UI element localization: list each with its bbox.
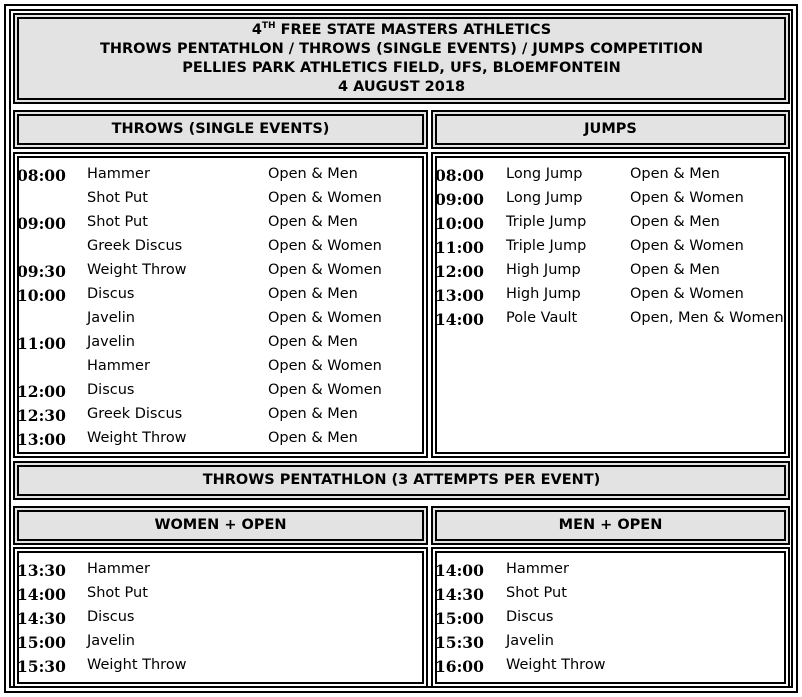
row-event: Discus: [87, 609, 135, 625]
row-category: Open & Men: [268, 334, 358, 350]
throws-title: THROWS (SINGLE EVENTS): [111, 121, 330, 137]
schedule-row: [19, 190, 422, 214]
men-schedule: [431, 547, 790, 688]
row-category: Open & Women: [268, 310, 382, 326]
schedule-row: [19, 166, 422, 190]
schedule-row: [437, 262, 784, 286]
row-event: Javelin: [87, 633, 135, 649]
jumps-title: JUMPS: [584, 121, 637, 137]
schedule-row: [437, 238, 784, 262]
row-event: Hammer: [506, 561, 569, 577]
row-category: Open & Women: [268, 262, 382, 278]
row-category: Open & Men: [268, 406, 358, 422]
row-category: Open & Men: [630, 166, 720, 182]
row-event: Shot Put: [87, 190, 148, 206]
header-ordinal-suffix: TH: [261, 20, 276, 31]
throws-header: [13, 110, 428, 149]
schedule-row: [19, 657, 422, 681]
row-event: Greek Discus: [87, 406, 183, 422]
pentathlon-title: THROWS PENTATHLON (3 ATTEMPTS PER EVENT): [202, 472, 601, 488]
row-time: 14:30: [435, 585, 484, 604]
schedule-row: [437, 609, 784, 633]
row-time: 09:00: [17, 214, 66, 233]
schedule-row: [19, 382, 422, 406]
row-category: Open & Men: [630, 262, 720, 278]
schedule-row: [19, 358, 422, 382]
header-venue: PELLIES PARK ATHLETICS FIELD, UFS, BLOEMFONTEIN: [182, 59, 621, 76]
women-header: [13, 506, 428, 545]
row-time: 12:00: [435, 262, 484, 281]
event-header: [13, 13, 790, 104]
row-time: 13:00: [435, 286, 484, 305]
row-time: 13:30: [17, 561, 66, 580]
schedule-row: [19, 633, 422, 657]
row-time: 09:00: [435, 190, 484, 209]
row-event: Hammer: [87, 166, 150, 182]
row-time: 14:00: [435, 561, 484, 580]
row-event: Long Jump: [506, 190, 583, 206]
row-time: 16:00: [435, 657, 484, 676]
row-category: Open & Women: [268, 190, 382, 206]
header-ordinal: 4: [251, 21, 262, 38]
row-category: Open & Women: [268, 238, 382, 254]
throws-schedule: [13, 152, 428, 458]
women-title: WOMEN + OPEN: [154, 517, 287, 533]
schedule-row: [437, 190, 784, 214]
row-time: 15:00: [435, 609, 484, 628]
schedule-row: [437, 633, 784, 657]
row-event: Weight Throw: [506, 657, 606, 673]
row-time: 12:00: [17, 382, 66, 401]
row-event: Hammer: [87, 358, 150, 374]
row-event: Javelin: [506, 633, 554, 649]
row-time: 14:00: [17, 585, 66, 604]
row-event: Weight Throw: [87, 657, 187, 673]
row-time: 11:00: [17, 334, 66, 353]
row-time: 13:00: [17, 430, 66, 449]
row-event: Shot Put: [87, 214, 148, 230]
schedule-row: [19, 609, 422, 633]
row-category: Open & Men: [630, 214, 720, 230]
row-time: 15:30: [435, 633, 484, 652]
row-event: Long Jump: [506, 166, 583, 182]
row-category: Open & Women: [630, 238, 744, 254]
schedule-row: [19, 310, 422, 334]
row-category: Open & Women: [630, 286, 744, 302]
women-schedule: [13, 547, 428, 688]
schedule-row: [437, 310, 784, 334]
row-category: Open & Men: [268, 286, 358, 302]
row-event: High Jump: [506, 262, 581, 278]
men-title: MEN + OPEN: [558, 517, 663, 533]
header-line1: [252, 21, 551, 40]
row-event: Discus: [506, 609, 554, 625]
row-time: 08:00: [435, 166, 484, 185]
row-category: Open & Women: [268, 358, 382, 374]
row-event: Weight Throw: [87, 262, 187, 278]
row-event: Triple Jump: [506, 214, 587, 230]
men-header: [431, 506, 790, 545]
row-category: Open & Men: [268, 214, 358, 230]
row-time: 10:00: [435, 214, 484, 233]
row-event: Discus: [87, 286, 135, 302]
header-date: 4 AUGUST 2018: [337, 78, 466, 95]
row-category: Open & Men: [268, 430, 358, 446]
schedule-row: [19, 561, 422, 585]
header-line2: THROWS PENTATHLON / THROWS (SINGLE EVENTS) / JUMPS COMPETITION: [99, 40, 704, 57]
row-time: 11:00: [435, 238, 484, 257]
row-time: 08:00: [17, 166, 66, 185]
row-time: 15:00: [17, 633, 66, 652]
row-event: High Jump: [506, 286, 581, 302]
schedule-row: [19, 262, 422, 286]
header-title: FREE STATE MASTERS ATHLETICS: [275, 21, 552, 38]
row-event: Triple Jump: [506, 238, 587, 254]
schedule-row: [437, 657, 784, 681]
row-time: 15:30: [17, 657, 66, 676]
row-time: 12:30: [17, 406, 66, 425]
row-category: Open, Men & Women: [630, 310, 784, 326]
schedule-row: [19, 430, 422, 454]
row-event: Shot Put: [87, 585, 148, 601]
pentathlon-header: [13, 461, 790, 500]
row-time: 14:00: [435, 310, 484, 329]
jumps-schedule: [431, 152, 790, 458]
row-event: Weight Throw: [87, 430, 187, 446]
row-category: Open & Women: [268, 382, 382, 398]
schedule-row: [437, 585, 784, 609]
row-event: Shot Put: [506, 585, 567, 601]
row-event: Javelin: [87, 334, 135, 350]
row-event: Greek Discus: [87, 238, 183, 254]
row-time: 10:00: [17, 286, 66, 305]
row-event: Pole Vault: [506, 310, 578, 326]
schedule-row: [19, 406, 422, 430]
row-category: Open & Women: [630, 190, 744, 206]
row-event: Javelin: [87, 310, 135, 326]
jumps-header: [431, 110, 790, 149]
schedule-row: [437, 561, 784, 585]
row-event: Hammer: [87, 561, 150, 577]
schedule-row: [437, 286, 784, 310]
schedule-row: [19, 238, 422, 262]
row-category: Open & Men: [268, 166, 358, 182]
schedule-row: [19, 334, 422, 358]
schedule-row: [19, 214, 422, 238]
row-time: 14:30: [17, 609, 66, 628]
row-event: Discus: [87, 382, 135, 398]
schedule-row: [19, 585, 422, 609]
row-time: 09:30: [17, 262, 66, 281]
schedule-row: [19, 286, 422, 310]
schedule-row: [437, 214, 784, 238]
schedule-row: [437, 166, 784, 190]
